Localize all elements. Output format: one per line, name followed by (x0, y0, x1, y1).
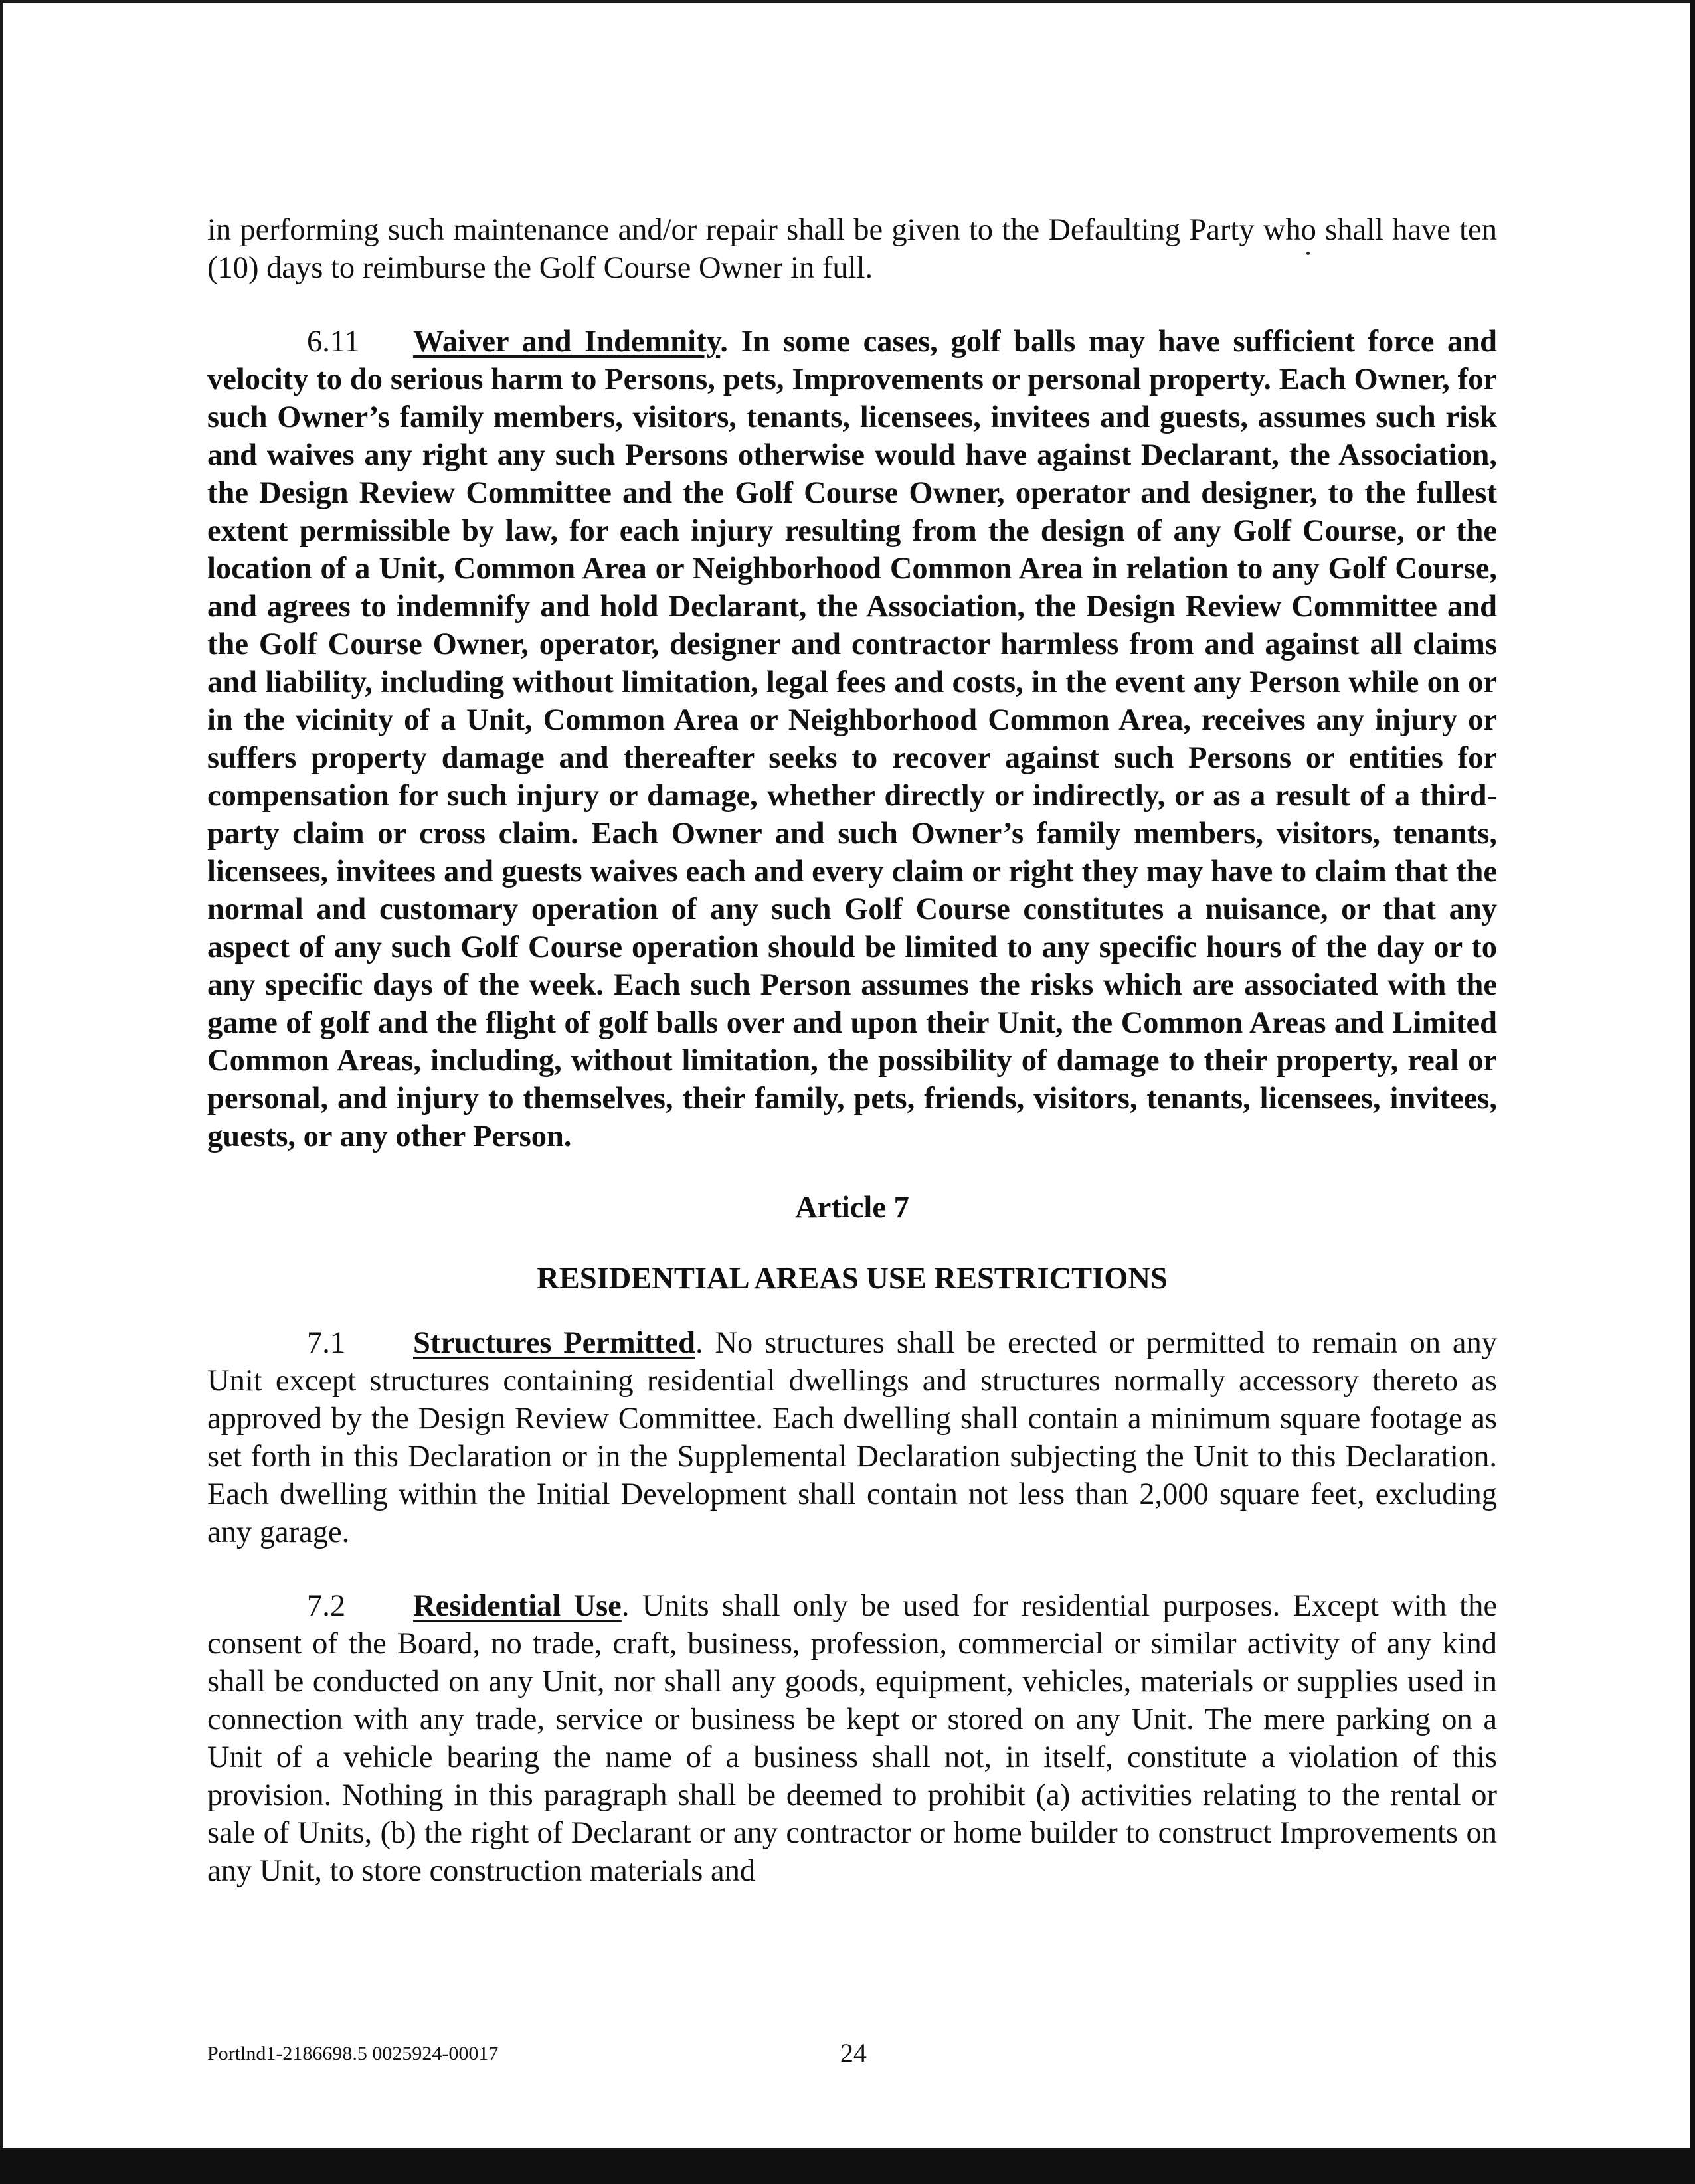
section-6-11 (207, 323, 1497, 1155)
paragraph-continuation: in performing such maintenance and/or repair shall be given to the Defaulting Party who shall have ten (10) days to reimburse the Golf Course Owner in full. (207, 213, 1497, 285)
section-caption: Structures Permitted (413, 1326, 695, 1360)
section-7-1 (207, 1324, 1497, 1551)
section-caption: Residential Use (413, 1589, 622, 1623)
section-body: . No structures shall be erected or permitted to remain on any Unit except structures containing residential dwellings and structures normally accessory thereto as approved by the Design Review Committee. Each dwelling shall contain a minimum square footage as set forth in this Declaration or in the Supplemental Declaration subjecting the Unit to this Declaration. Each dwelling within the Initial Development shall contain not less than 2,000 square feet, excluding any garage. (207, 1326, 1497, 1549)
section-caption: Waiver and Indemnity (413, 325, 721, 359)
footer-document-id: Portlnd1-2186698.5 0025924-00017 (207, 2043, 499, 2064)
section-body: . In some cases, golf balls may have sufficient force and velocity to do serious harm to Persons, pets, Improvements or personal property. Each Owner, for such Owner’s family members, visitors, tenants, licensees, invitees and guests, assumes such risk and waives any right any such Persons otherwise would have against Declarant, the Association, the Design Review Committee and the Golf Course Owner, operator and designer, to the fullest extent permissible by law, for each injury resulting from the design of any Golf Course, or the location of a Unit, Common Area or Neighborhood Common Area in relation to any Golf Course, and agrees to indemnify and hold Declarant, the Association, the Design Review Committee and the Golf Course Owner, operator, designer and contractor harmless from and against all claims and liability, including without limitation, legal fees and costs, in the event any Person while on or in the vicinity of a Unit, Common Area or Neighborhood Common Area, receives any injury or suffers property damage and thereafter seeks to recover against such Persons or entities for compensation for such injury or damage, whether directly or indirectly, or as a result of a third-party claim or cross claim. Each Owner and such Owner’s family members, visitors, tenants, licensees, invitees and guests waives each and every claim or right they may have to claim that the normal and customary operation of any such Golf Course constitutes a nuisance, or that any aspect of any such Golf Course operation should be limited to any specific hours of the day or to any specific days of the week. Each such Person assumes the risks which are associated with the game of golf and the flight of golf balls over and upon their Unit, the Common Areas and Limited Common Areas, including, without limitation, the possibility of damage to their property, real or personal, and injury to themselves, their family, pets, friends, visitors, tenants, licensees, invitees, guests, or any other Person. (207, 325, 1498, 1153)
article-title: RESIDENTIAL AREAS USE RESTRICTIONS (537, 1262, 1168, 1296)
scan-border-right (1690, 0, 1695, 2184)
scan-border-top (0, 0, 1695, 3)
section-7-2 (207, 1587, 1497, 1890)
scan-border-bottom (0, 2148, 1695, 2184)
section-body: . Units shall only be used for residential purposes. Except with the consent of the Board, no trade, craft, business, profession, commercial or similar activity of any kind shall be conducted on any Unit, nor shall any goods, equipment, vehicles, materials or supplies used in connection with any trade, service or business be kept or stored on any Unit. The mere parking on a Unit of a vehicle bearing the name of a business shall not, in itself, constitute a violation of this provision. Nothing in this paragraph shall be deemed to prohibit (a) activities relating to the rental or sale of Units, (b) the right of Declarant or any contractor or home builder to construct Improvements on any Unit, to store construction materials and (207, 1589, 1497, 1888)
section-number: 6.11 (307, 325, 360, 359)
article-heading: Article 7 (795, 1191, 909, 1224)
scan-border-left (0, 0, 3, 2184)
footer-page-number: 24 (840, 2038, 867, 2068)
document-page (207, 211, 1497, 1890)
section-number: 7.1 (307, 1326, 346, 1360)
section-number: 7.2 (307, 1589, 346, 1623)
